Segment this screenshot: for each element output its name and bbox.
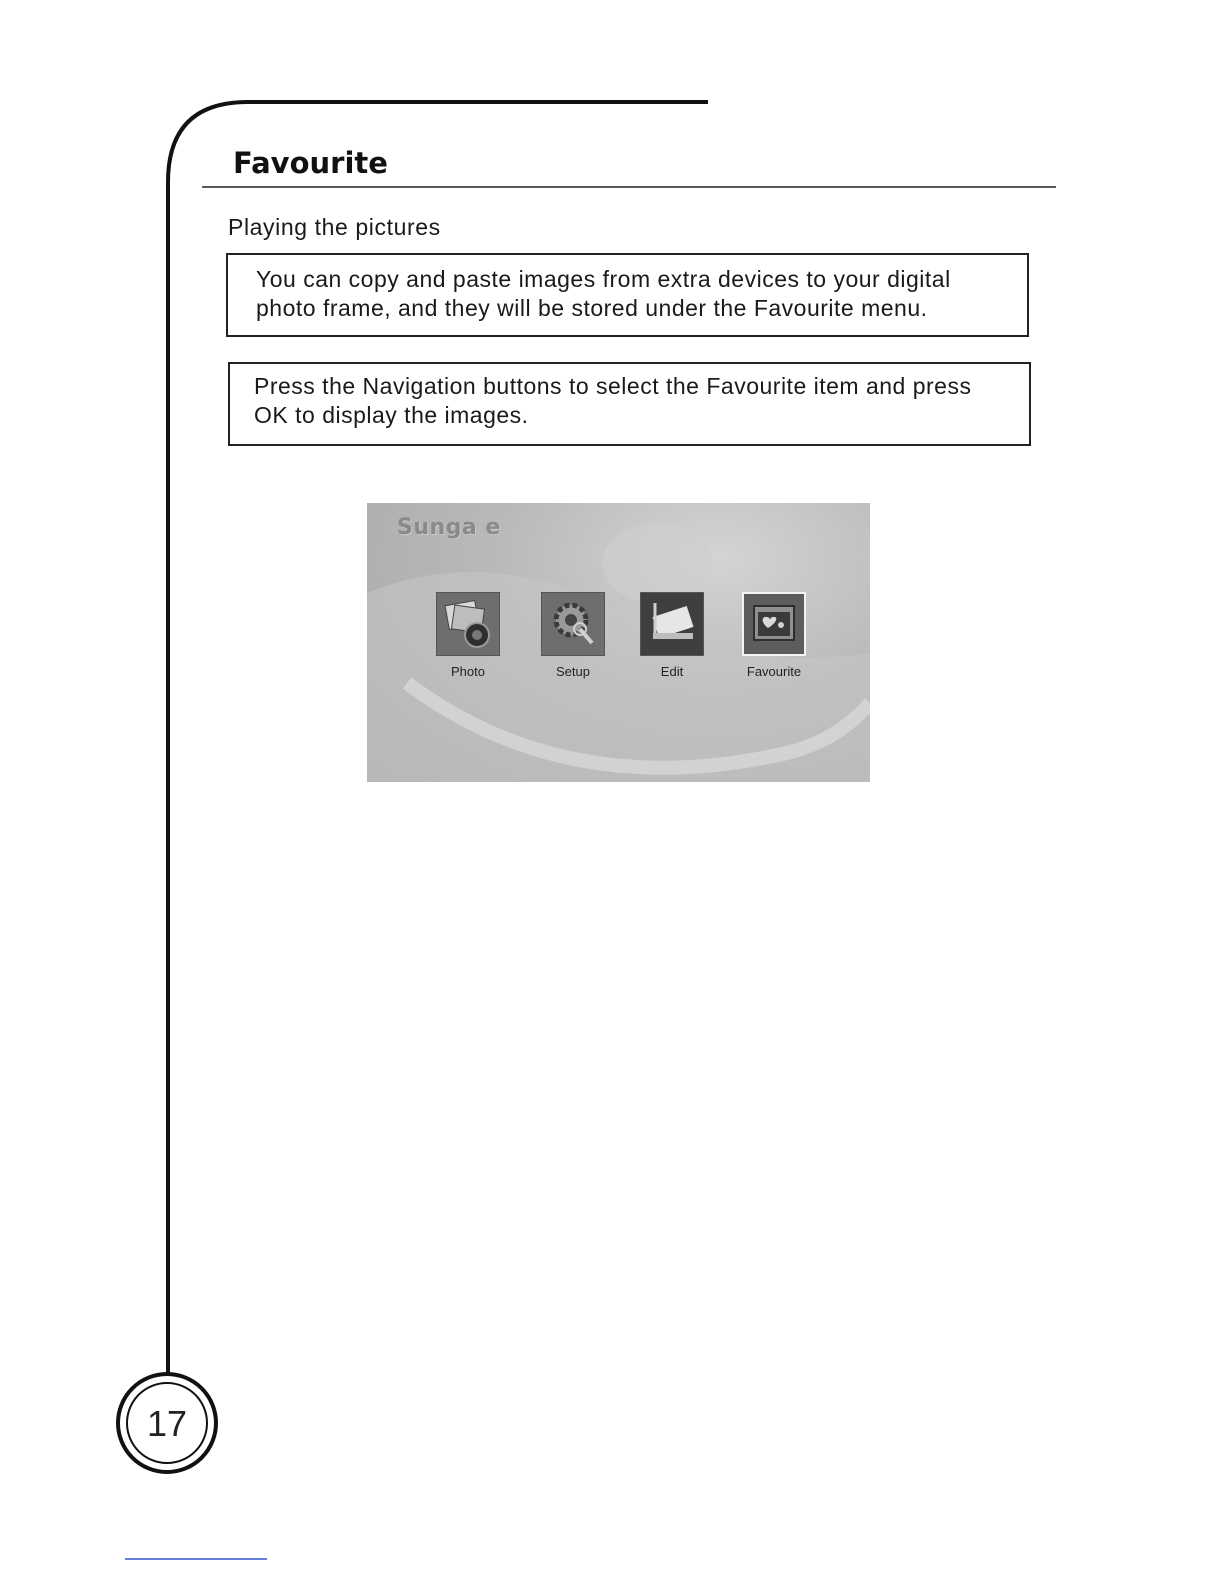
menu-label: Setup xyxy=(556,664,590,679)
menu-item-edit[interactable] xyxy=(627,592,717,679)
navigation-note-line: OK to display the images. xyxy=(254,402,529,428)
copy-note-line: photo frame, and they will be stored under the Favourite menu. xyxy=(256,295,928,321)
edit-icon xyxy=(640,592,704,656)
section-title: Favourite xyxy=(233,146,388,180)
menu-item-photo[interactable] xyxy=(423,592,513,679)
photo-icon xyxy=(436,592,500,656)
section-subtitle: Playing the pictures xyxy=(228,214,441,240)
setup-icon xyxy=(541,592,605,656)
menu-item-favourite[interactable] xyxy=(729,592,819,679)
copy-note-line: You can copy and paste images from extra devices to your digital xyxy=(256,266,951,292)
device-main-menu-screenshot xyxy=(367,503,870,782)
navigation-note-line: Press the Navigation buttons to select the Favourite item and press xyxy=(254,373,972,399)
favourite-icon xyxy=(742,592,806,656)
copy-note-box xyxy=(226,253,1029,337)
menu-label: Edit xyxy=(660,664,684,679)
page-number: 17 xyxy=(146,1403,188,1444)
menu-label: Favourite xyxy=(746,664,802,679)
menu-item-setup[interactable] xyxy=(528,592,618,679)
navigation-note-box xyxy=(228,362,1031,446)
menu-label: Photo xyxy=(451,664,485,679)
brand-logo: Sunga e xyxy=(397,515,501,540)
